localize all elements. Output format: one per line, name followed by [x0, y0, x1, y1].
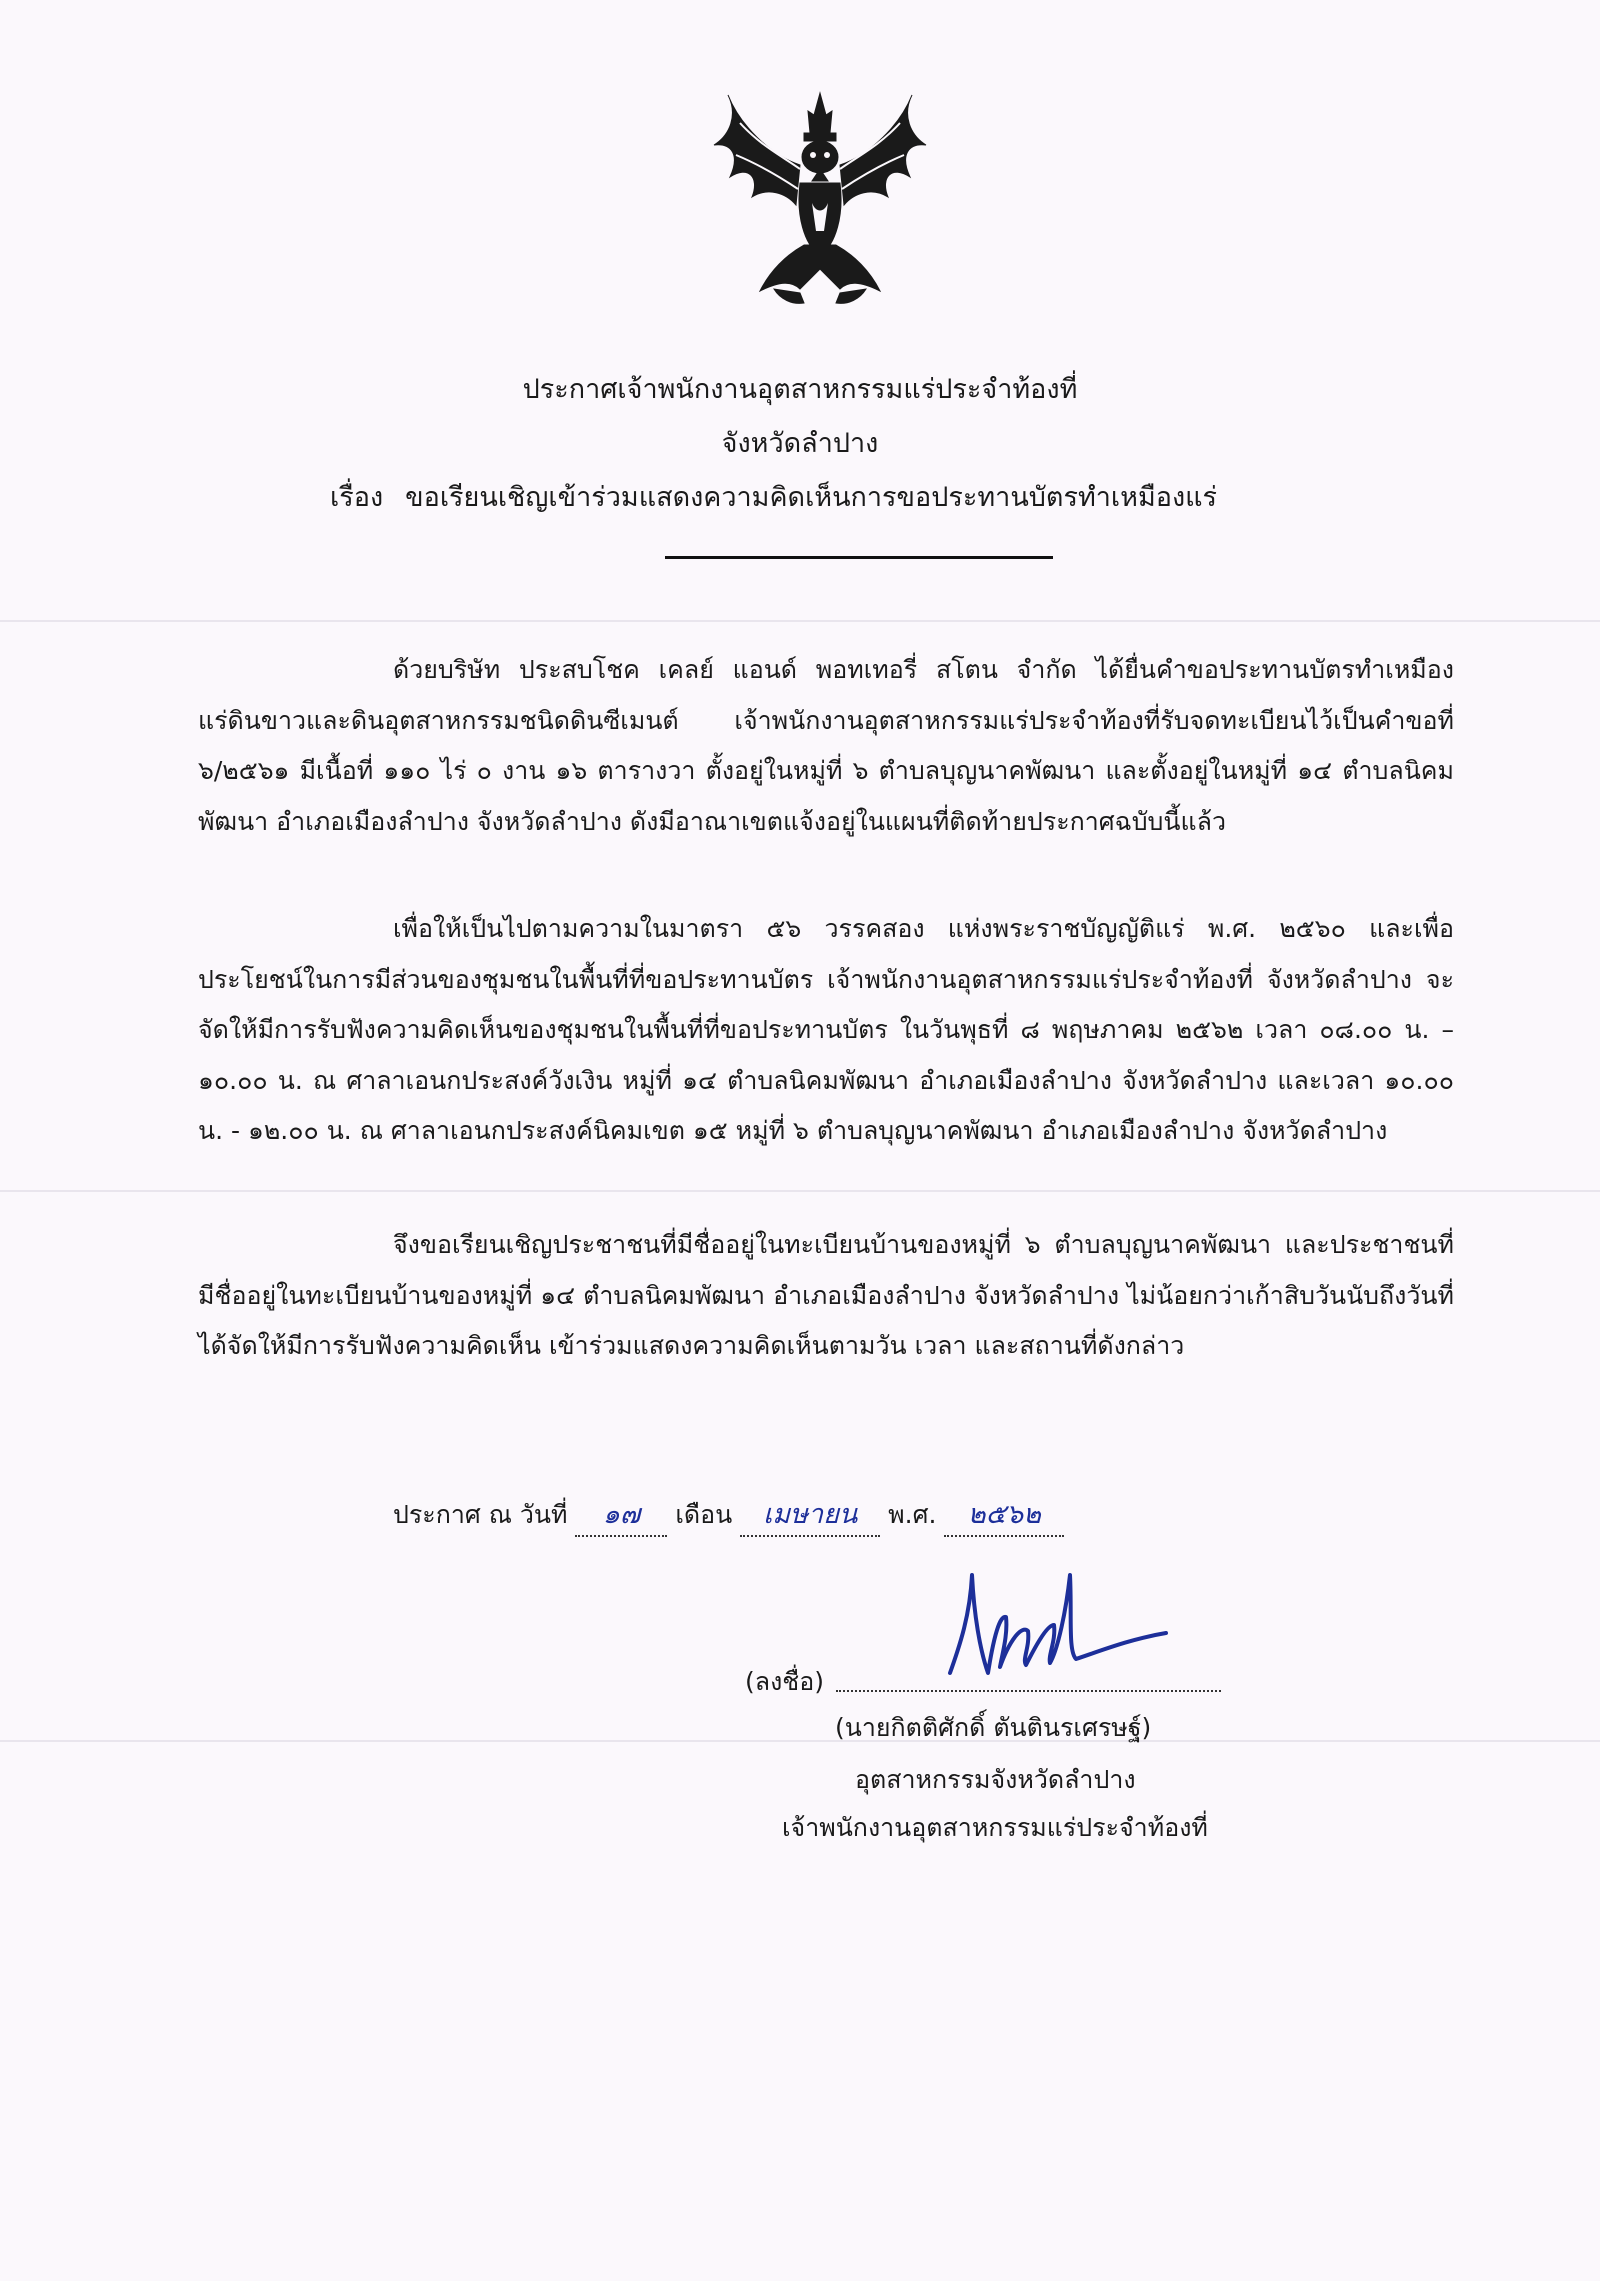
province-title: จังหวัดลำปาง: [721, 428, 879, 459]
handwritten-signature-icon: [930, 1555, 1170, 1685]
paper-fold-line: [0, 1740, 1600, 1742]
date-month-handwritten: เมษายน: [740, 1495, 880, 1537]
body-paragraph-2: [198, 904, 1454, 1157]
date-year-handwritten: ๒๕๖๒: [944, 1495, 1064, 1537]
paragraph-text: ด้วยบริษัท ประสบโชค เคลย์ แอนด์ พอทเทอรี่ สโตน จำกัด ได้ยื่นคำขอประทานบัตรทำเหมืองแร่ดินขาวและดินอุตสาหกรรมชนิดดินซีเมนต์ เจ้าพนักงานอุตสาหกรรมแร่ประจำท้องที่รับจดทะเบียนไว้เป็นคำขอที่ ๖/๒๕๖๑ มีเนื้อที่ ๑๑๐ ไร่ ๐ งาน ๑๖ ตารางวา ตั้งอยู่ในหมู่ที่ ๖ ตำบลบุญนาคพัฒนา และตั้งอยู่ในหมู่ที่ ๑๔ ตำบลนิคมพัฒนา อำเภอเมืองลำปาง จังหวัดลำปาง ดังมีอาณาเขตแจ้งอยู่ในแผนที่ติดท้ายประกาศฉบับนี้แล้ว: [198, 655, 1454, 836]
month-label: เดือน: [675, 1500, 733, 1529]
date-prefix: ประกาศ ณ วันที่: [393, 1500, 568, 1529]
announcement-date-line: [393, 1495, 1064, 1537]
paper-fold-line: [0, 1190, 1600, 1192]
subject-line: [330, 478, 1217, 518]
year-label: พ.ศ.: [888, 1500, 937, 1529]
paper-fold-line: [0, 620, 1600, 622]
body-paragraph-1: [198, 645, 1454, 847]
date-day-handwritten: ๑๗: [575, 1495, 667, 1537]
announcement-title: ประกาศเจ้าพนักงานอุตสาหกรรมแร่ประจำท้องที่: [522, 374, 1078, 405]
signatory-position-2: เจ้าพนักงานอุตสาหกรรมแร่ประจำท้องที่: [782, 1813, 1208, 1842]
header-divider: [665, 556, 1053, 559]
subject-label: เรื่อง: [330, 482, 384, 513]
sign-label: (ลงชื่อ): [745, 1667, 825, 1696]
signatory-position-1: อุตสาหกรรมจังหวัดลำปาง: [855, 1765, 1136, 1794]
paragraph-text: จึงขอเรียนเชิญประชาชนที่มีชื่ออยู่ในทะเบียนบ้านของหมู่ที่ ๖ ตำบลบุญนาคพัฒนา และประชาชนที่มีชื่ออยู่ในทะเบียนบ้านของหมู่ที่ ๑๔ ตำบลนิคมพัฒนา อำเภอเมืองลำปาง จังหวัดลำปาง ไม่น้อยกว่าเก้าสิบวันนับถึงวันที่ได้จัดให้มีการรับฟังความคิดเห็น เข้าร่วมแสดงความคิดเห็นตามวัน เวลา และสถานที่ดังกล่าว: [198, 1230, 1454, 1360]
paragraph-text: เพื่อให้เป็นไปตามความในมาตรา ๕๖ วรรคสอง แห่งพระราชบัญญัติแร่ พ.ศ. ๒๕๖๐ และเพื่อประโยชน์ในการมีส่วนของชุมชนในพื้นที่ที่ขอประทานบัตร เจ้าพนักงานอุตสาหกรรมแร่ประจำท้องที่ จังหวัดลำปาง จะจัดให้มีการรับฟังความคิดเห็นของชุมชนในพื้นที่ที่ขอประทานบัตร ในวันพุธที่ ๘ พฤษภาคม ๒๕๖๒ เวลา ๐๘.๐๐ น. – ๑๐.๐๐ น. ณ ศาลาเอนกประสงค์วังเงิน หมู่ที่ ๑๔ ตำบลนิคมพัฒนา อำเภอเมืองลำปาง จังหวัดลำปาง และเวลา ๑๐.๐๐ น. - ๑๒.๐๐ น. ณ ศาลาเอนกประสงค์นิคมเขต ๑๕ หมู่ที่ ๖ ตำบลบุญนาคพัฒนา อำเภอเมืองลำปาง จังหวัดลำปาง: [198, 914, 1454, 1145]
garuda-emblem-icon: [700, 85, 940, 315]
signature-dotted-line: [836, 1690, 1221, 1692]
signatory-name: (นายกิตติศักดิ์ ตันตินรเศรษฐ์): [835, 1713, 1152, 1742]
subject-text: ขอเรียนเชิญเข้าร่วมแสดงความคิดเห็นการขอประทานบัตรทำเหมืองแร่: [405, 482, 1218, 513]
body-paragraph-3: [198, 1220, 1454, 1372]
